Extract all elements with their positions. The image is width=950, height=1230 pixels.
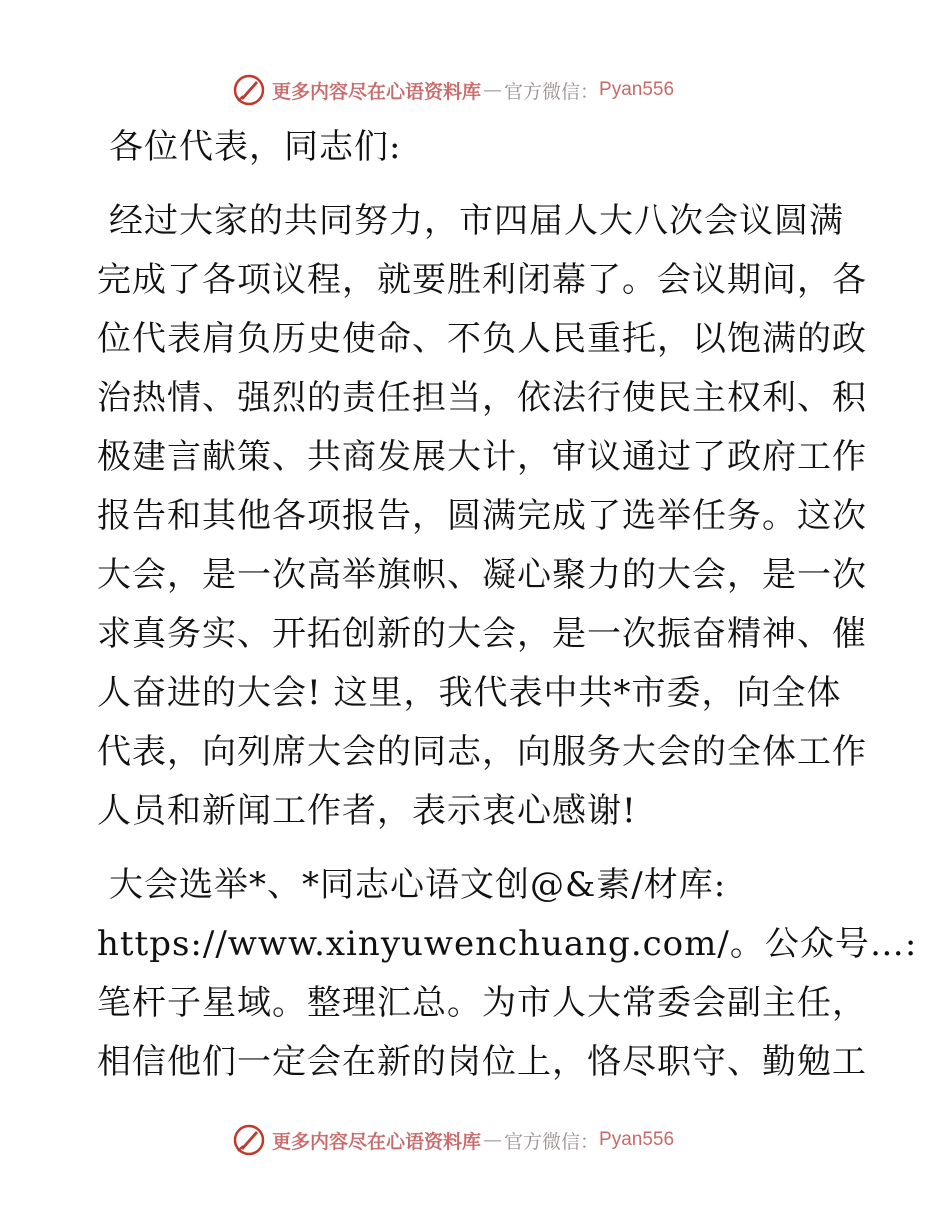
text-line: 代表，向列席大会的同志，向服务大会的全体工作 — [97, 732, 867, 772]
paragraph-election — [97, 856, 918, 1092]
text-line: 经过大家的共同努力，市四届人大八次会议圆满 — [109, 201, 844, 241]
footer-watermark — [232, 1123, 674, 1157]
watermark-wechat-id: Pyan556 — [599, 79, 675, 100]
text-line: 人奋进的大会! 这里，我代表中共*市委，向全体 — [97, 673, 842, 713]
text-line: 位代表肩负历史使命、不负人民重托，以饱满的政 — [97, 319, 867, 359]
document-body — [97, 118, 918, 1092]
watermark-title: 更多内容尽在心语资料库 — [272, 80, 482, 103]
text-line: 人员和新闻工作者，表示衷心感谢! — [97, 791, 637, 831]
text-line: 求真务实、开拓创新的大会，是一次振奋精神、催 — [97, 614, 867, 654]
text-line: 大会选举*、*同志心语文创@&素/材库: — [109, 865, 727, 905]
watermark-title: 更多内容尽在心语资料库 — [272, 1130, 482, 1153]
watermark-label: 官方微信： — [504, 80, 600, 103]
header-watermark — [232, 73, 674, 107]
text-line: 治热情、强烈的责任担当，依法行使民主权利、积 — [97, 378, 867, 418]
text-line: 极建言献策、共商发展大计，审议通过了政府工作 — [97, 437, 867, 477]
quill-logo-icon — [232, 1123, 266, 1157]
text-line: 完成了各项议程，就要胜利闭幕了。会议期间，各 — [97, 260, 867, 300]
quill-logo-icon — [232, 73, 266, 107]
text-line: 相信他们一定会在新的岗位上，恪尽职守、勤勉工 — [97, 1042, 867, 1082]
watermark-wechat-id: Pyan556 — [599, 1129, 675, 1150]
watermark-label: 官方微信： — [504, 1130, 600, 1153]
text-line: 报告和其他各项报告，圆满完成了选举任务。这次 — [97, 496, 867, 536]
text-line: https://www.xinyuwenchuang.com/。公众号…: — [97, 924, 918, 964]
paragraph-opening — [97, 192, 867, 841]
watermark-separator: — — [483, 1129, 503, 1151]
text-line: 大会，是一次高举旗帜、凝心聚力的大会，是一次 — [97, 555, 867, 595]
paragraph-greeting — [97, 118, 857, 177]
text-line: 笔杆子星域。整理汇总。为市人大常委会副主任， — [97, 983, 867, 1023]
text-line: 各位代表，同志们: — [109, 127, 402, 167]
watermark-separator: — — [483, 79, 503, 101]
